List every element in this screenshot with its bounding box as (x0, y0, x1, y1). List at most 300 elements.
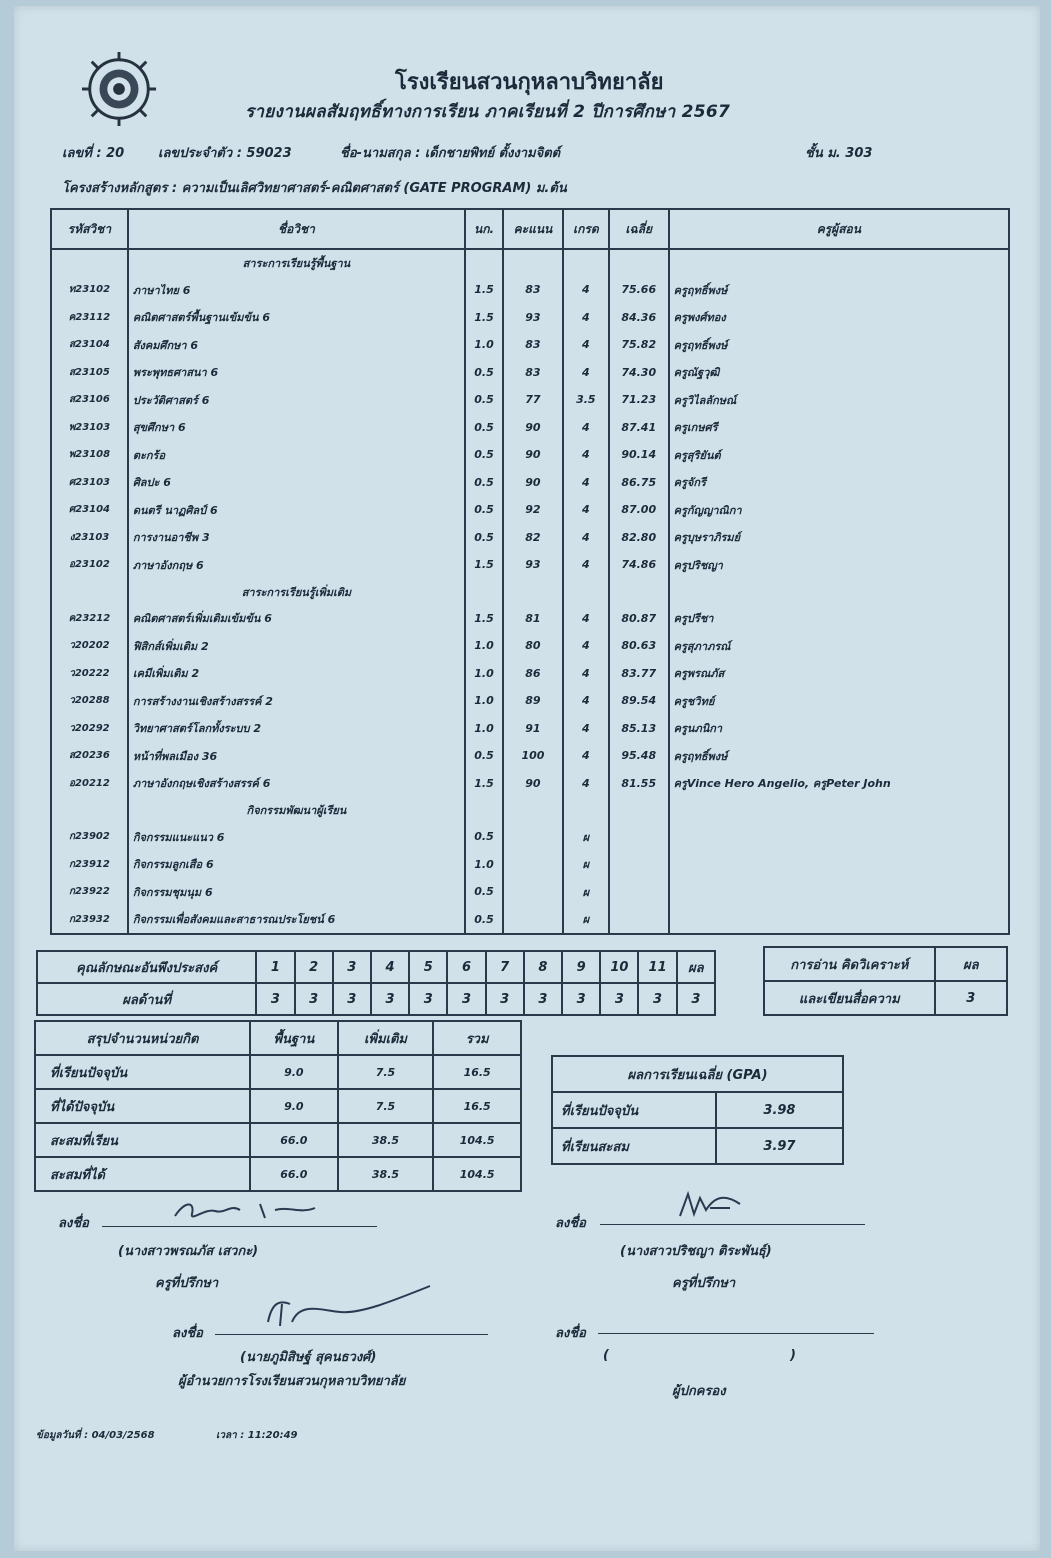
empty-cell (503, 797, 563, 823)
subject-credit: 0.5 (465, 441, 503, 469)
subject-name: หน้าที่พลเมือง 36 (128, 742, 465, 770)
subject-code: อ20212 (51, 770, 128, 798)
school-name: โรงเรียนสวนกุหลาบวิทยาลัย (395, 70, 664, 95)
subject-teacher (669, 906, 1009, 935)
subject-grade: 4 (563, 742, 609, 770)
subject-row (51, 742, 1009, 770)
subject-teacher (669, 851, 1009, 879)
attribute-result: 3 (600, 983, 638, 1015)
handwritten-signature-3 (260, 1282, 440, 1338)
subject-code: ก23902 (51, 823, 128, 851)
credits-basic: 9.0 (250, 1089, 338, 1123)
subject-grade: 4 (563, 331, 609, 359)
subject-code: ง23103 (51, 524, 128, 552)
subject-name: คณิตศาสตร์พื้นฐานเข้มข้น 6 (128, 304, 465, 332)
subject-score: 93 (503, 304, 563, 332)
subject-credit: 1.5 (465, 551, 503, 579)
subject-name: ภาษาอังกฤษเชิงสร้างสรรค์ 6 (128, 770, 465, 798)
subject-code: ก23932 (51, 906, 128, 935)
subject-avg: 81.55 (609, 770, 669, 798)
subject-avg: 87.00 (609, 496, 669, 524)
subject-name: วิทยาศาสตร์โลกทั้งระบบ 2 (128, 715, 465, 743)
subject-avg: 74.86 (609, 551, 669, 579)
subject-row (51, 878, 1009, 906)
subject-avg: 75.82 (609, 331, 669, 359)
signature-role-4: ผู้ปกครอง (672, 1384, 726, 1399)
credits-label: สะสมที่ได้ (35, 1157, 250, 1191)
subject-avg: 86.75 (609, 469, 669, 497)
subject-grade: ผ (563, 878, 609, 906)
reading-label-1: การอ่าน คิดวิเคราะห์ (764, 947, 935, 981)
signature-name-1: (นางสาวพรณภัส เสวกะ) (118, 1244, 259, 1259)
signature-label-4: ลงชื่อ (555, 1326, 586, 1341)
subject-code: ว20222 (51, 660, 128, 688)
subject-name: ประวัติศาสตร์ 6 (128, 386, 465, 414)
empty-cell (609, 797, 669, 823)
empty-cell (609, 579, 669, 605)
subject-score (503, 878, 563, 906)
credits-basic: 66.0 (250, 1123, 338, 1157)
subject-avg: 90.14 (609, 441, 669, 469)
subject-score: 91 (503, 715, 563, 743)
subject-credit: 0.5 (465, 742, 503, 770)
subject-score: 89 (503, 687, 563, 715)
empty-cell (669, 249, 1009, 276)
subject-row (51, 770, 1009, 798)
subject-row (51, 304, 1009, 332)
subject-score: 83 (503, 359, 563, 387)
subject-avg: 75.66 (609, 276, 669, 304)
subject-avg (609, 823, 669, 851)
subject-score: 90 (503, 441, 563, 469)
header-average: เฉลี่ย (609, 209, 669, 249)
subject-name: เคมีเพิ่มเติม 2 (128, 660, 465, 688)
subject-grade: 4 (563, 660, 609, 688)
subject-grade: ผ (563, 851, 609, 879)
subject-credit: 0.5 (465, 469, 503, 497)
subject-avg: 82.80 (609, 524, 669, 552)
subject-grade: 4 (563, 496, 609, 524)
subject-score: 90 (503, 469, 563, 497)
footer-time: เวลา : 11:20:49 (216, 1430, 298, 1441)
header-subject: ชื่อวิชา (128, 209, 465, 249)
empty-cell (503, 579, 563, 605)
subject-score: 81 (503, 605, 563, 633)
gpa-current-value: 3.98 (716, 1092, 843, 1128)
subject-grade: 4 (563, 469, 609, 497)
subject-teacher: ครูชวิทย์ (669, 687, 1009, 715)
subject-teacher: ครูเกษศรี (669, 414, 1009, 442)
attributes-result-label: ผลด้านที่ (37, 983, 256, 1015)
subject-row (51, 660, 1009, 688)
attribute-number: 11 (638, 951, 676, 983)
subject-teacher: ครูกัญญาณิกา (669, 496, 1009, 524)
report-title: รายงานผลสัมฤทธิ์ทางการเรียน ภาคเรียนที่ 2 ปีการศึกษา 2567 (245, 102, 731, 122)
attribute-number: 6 (447, 951, 485, 983)
subject-code: ส20236 (51, 742, 128, 770)
empty-cell (563, 797, 609, 823)
subject-teacher: ครูฤทธิ์พงษ์ (669, 276, 1009, 304)
subject-teacher: ครูฤทธิ์พงษ์ (669, 331, 1009, 359)
handwritten-signature-1 (170, 1196, 330, 1228)
subject-code: ว20288 (51, 687, 128, 715)
subject-code: ท23102 (51, 276, 128, 304)
subject-credit: 1.5 (465, 605, 503, 633)
subject-name: สังคมศึกษา 6 (128, 331, 465, 359)
empty-cell (503, 249, 563, 276)
subject-row (51, 276, 1009, 304)
header-teacher: ครูผู้สอน (669, 209, 1009, 249)
empty-cell (609, 249, 669, 276)
attributes-label: คุณลักษณะอันพึงประสงค์ (37, 951, 256, 983)
subject-name: ตะกร้อ (128, 441, 465, 469)
subject-teacher: ครูพงศ์ทอง (669, 304, 1009, 332)
subject-avg: 89.54 (609, 687, 669, 715)
subject-credit: 0.5 (465, 524, 503, 552)
subject-grade: 4 (563, 551, 609, 579)
credits-total: 16.5 (433, 1089, 521, 1123)
credits-header-total: รวม (433, 1021, 521, 1055)
subject-avg: 74.30 (609, 359, 669, 387)
subject-credit: 1.0 (465, 632, 503, 660)
credits-total: 104.5 (433, 1123, 521, 1157)
subject-credit: 0.5 (465, 906, 503, 935)
empty-cell (51, 249, 128, 276)
grades-table (50, 208, 1010, 935)
subject-teacher: ครูสุภาภรณ์ (669, 632, 1009, 660)
subject-score (503, 906, 563, 935)
attribute-number: 5 (409, 951, 447, 983)
subject-credit: 1.0 (465, 660, 503, 688)
subject-row (51, 551, 1009, 579)
subject-grade: 4 (563, 414, 609, 442)
subject-code: ก23912 (51, 851, 128, 879)
attribute-number: 7 (486, 951, 524, 983)
reading-head: ผล (935, 947, 1007, 981)
attribute-result: 3 (638, 983, 676, 1015)
signature-name-3: (นายภูมิสิษฐ์ สุคนธวงศ์) (240, 1350, 377, 1365)
credits-header-label: สรุปจำนวนหน่วยกิต (35, 1021, 250, 1055)
credits-extra: 38.5 (338, 1123, 434, 1157)
subject-credit: 1.5 (465, 770, 503, 798)
subject-grade: 4 (563, 770, 609, 798)
subject-score (503, 823, 563, 851)
subject-score: 80 (503, 632, 563, 660)
subject-row (51, 851, 1009, 879)
subject-code: พ23108 (51, 441, 128, 469)
subject-code: ก23922 (51, 878, 128, 906)
subject-avg: 95.48 (609, 742, 669, 770)
school-seal-icon (80, 50, 158, 128)
attribute-result: 3 (524, 983, 562, 1015)
subject-teacher: ครูจักรี (669, 469, 1009, 497)
attribute-result: 3 (486, 983, 524, 1015)
credits-basic: 66.0 (250, 1157, 338, 1191)
subject-name: ภาษาอังกฤษ 6 (128, 551, 465, 579)
attribute-number: 2 (295, 951, 333, 983)
empty-cell (563, 249, 609, 276)
subject-avg: 71.23 (609, 386, 669, 414)
subject-row (51, 469, 1009, 497)
subject-row (51, 414, 1009, 442)
empty-cell (465, 249, 503, 276)
gpa-cumulative-value: 3.97 (716, 1128, 843, 1164)
attribute-result: 3 (447, 983, 485, 1015)
subject-grade: 4 (563, 605, 609, 633)
subject-avg: 80.87 (609, 605, 669, 633)
subject-row (51, 524, 1009, 552)
header-score: คะแนน (503, 209, 563, 249)
subject-code: อ23102 (51, 551, 128, 579)
subject-name: การงานอาชีพ 3 (128, 524, 465, 552)
subject-grade: 4 (563, 715, 609, 743)
empty-cell (465, 797, 503, 823)
subject-avg: 87.41 (609, 414, 669, 442)
attribute-number: 3 (333, 951, 371, 983)
subject-name: คณิตศาสตร์เพิ่มเติมเข้มข้น 6 (128, 605, 465, 633)
grades-header-row (51, 209, 1009, 249)
subject-score: 90 (503, 414, 563, 442)
subject-teacher: ครูฤทธิ์พงษ์ (669, 742, 1009, 770)
subject-grade: 4 (563, 359, 609, 387)
subject-code: ศ23104 (51, 496, 128, 524)
attribute-result: 3 (562, 983, 600, 1015)
subject-avg: 83.77 (609, 660, 669, 688)
empty-cell (669, 579, 1009, 605)
attribute-number: 9 (562, 951, 600, 983)
subject-name: กิจกรรมชุมนุม 6 (128, 878, 465, 906)
student-name: ชื่อ-นามสกุล : เด็กชายพิทย์ ตั้งงามจิตต์ (340, 146, 561, 161)
subject-score: 83 (503, 276, 563, 304)
subject-code: ว20202 (51, 632, 128, 660)
subject-code: พ23103 (51, 414, 128, 442)
subject-code: ค23212 (51, 605, 128, 633)
subject-teacher: ครูVince Hero Angelio, ครูPeter John (669, 770, 1009, 798)
subject-score: 92 (503, 496, 563, 524)
credits-total: 104.5 (433, 1157, 521, 1191)
gpa-table (551, 1055, 844, 1165)
subject-name: การสร้างงานเชิงสร้างสรรค์ 2 (128, 687, 465, 715)
subject-grade: 4 (563, 524, 609, 552)
attribute-result: 3 (256, 983, 294, 1015)
subject-grade: 4 (563, 276, 609, 304)
credits-extra: 38.5 (338, 1157, 434, 1191)
subject-row (51, 632, 1009, 660)
credits-label: ที่เรียนปัจจุบัน (35, 1055, 250, 1089)
subject-row (51, 496, 1009, 524)
section-title: กิจกรรมพัฒนาผู้เรียน (128, 797, 465, 823)
subject-row (51, 441, 1009, 469)
attribute-number: 10 (600, 951, 638, 983)
section-row (51, 797, 1009, 823)
subject-row (51, 331, 1009, 359)
subject-score: 93 (503, 551, 563, 579)
subject-name: ภาษาไทย 6 (128, 276, 465, 304)
subject-credit: 1.5 (465, 276, 503, 304)
empty-cell (51, 797, 128, 823)
subject-teacher: ครูบุษราภิรมย์ (669, 524, 1009, 552)
subject-score: 83 (503, 331, 563, 359)
credits-extra: 7.5 (338, 1055, 434, 1089)
credits-row (35, 1055, 521, 1089)
subject-grade: 4 (563, 304, 609, 332)
subject-teacher: ครูวิไลลักษณ์ (669, 386, 1009, 414)
student-number: เลขที่ : 20 (62, 146, 125, 161)
subject-credit: 0.5 (465, 386, 503, 414)
empty-cell (669, 797, 1009, 823)
subject-grade: 4 (563, 687, 609, 715)
subject-name: กิจกรรมแนะแนว 6 (128, 823, 465, 851)
empty-cell (51, 579, 128, 605)
subject-row (51, 823, 1009, 851)
subject-grade: 3.5 (563, 386, 609, 414)
empty-cell (465, 579, 503, 605)
subject-credit: 1.0 (465, 331, 503, 359)
credits-basic: 9.0 (250, 1055, 338, 1089)
subject-avg (609, 851, 669, 879)
reading-value: 3 (935, 981, 1007, 1015)
subject-row (51, 359, 1009, 387)
subject-grade: 4 (563, 441, 609, 469)
student-id: เลขประจำตัว : 59023 (158, 146, 292, 161)
subject-teacher: ครูปริชญา (669, 551, 1009, 579)
subject-credit: 1.0 (465, 687, 503, 715)
attributes-result-row (37, 983, 715, 1015)
signature-role-3: ผู้อำนวยการโรงเรียนสวนกุหลาบวิทยาลัย (178, 1374, 406, 1389)
subject-grade: ผ (563, 906, 609, 935)
section-title: สาระการเรียนรู้พื้นฐาน (128, 249, 465, 276)
subject-credit: 1.0 (465, 715, 503, 743)
subject-score: 100 (503, 742, 563, 770)
subject-code: ส23105 (51, 359, 128, 387)
subject-score: 86 (503, 660, 563, 688)
signature-name-2: (นางสาวปริชญา ติระพันธุ์) (620, 1244, 772, 1259)
subject-credit: 0.5 (465, 496, 503, 524)
signature-line-4 (598, 1333, 874, 1334)
curriculum: โครงสร้างหลักสูตร : ความเป็นเลิศวิทยาศาสตร์-คณิตศาสตร์ (GATE PROGRAM) ม.ต้น (62, 181, 567, 196)
credits-extra: 7.5 (338, 1089, 434, 1123)
subject-grade: 4 (563, 632, 609, 660)
handwritten-signature-2 (670, 1186, 770, 1224)
footer-date: ข้อมูลวันที่ : 04/03/2568 (36, 1430, 155, 1441)
subject-name: ฟิสิกส์เพิ่มเติม 2 (128, 632, 465, 660)
subject-teacher: ครูณัฐวุฒิ (669, 359, 1009, 387)
attribute-result: 3 (677, 983, 715, 1015)
subject-teacher: ครูสุริยันต์ (669, 441, 1009, 469)
subject-teacher (669, 823, 1009, 851)
subject-credit: 1.5 (465, 304, 503, 332)
subject-row (51, 715, 1009, 743)
credits-label: สะสมที่เรียน (35, 1123, 250, 1157)
signature-label-2: ลงชื่อ (555, 1216, 586, 1231)
subject-avg: 80.63 (609, 632, 669, 660)
subject-code: ค23112 (51, 304, 128, 332)
subject-score (503, 851, 563, 879)
attribute-result: 3 (371, 983, 409, 1015)
credits-summary-table (34, 1020, 522, 1192)
subject-name: กิจกรรมเพื่อสังคมและสาธารณประโยชน์ 6 (128, 906, 465, 935)
section-title: สาระการเรียนรู้เพิ่มเติม (128, 579, 465, 605)
credits-row (35, 1089, 521, 1123)
subject-code: ว20292 (51, 715, 128, 743)
attribute-number: 8 (524, 951, 562, 983)
credits-row (35, 1123, 521, 1157)
subject-teacher (669, 878, 1009, 906)
subject-credit: 0.5 (465, 414, 503, 442)
subject-grade: ผ (563, 823, 609, 851)
empty-cell (563, 579, 609, 605)
subject-credit: 0.5 (465, 359, 503, 387)
attribute-result: 3 (333, 983, 371, 1015)
subject-credit: 0.5 (465, 823, 503, 851)
gpa-current-label: ที่เรียนปัจจุบัน (552, 1092, 716, 1128)
subject-avg: 84.36 (609, 304, 669, 332)
subject-row (51, 386, 1009, 414)
credits-total: 16.5 (433, 1055, 521, 1089)
header-credit: นก. (465, 209, 503, 249)
signature-name-4: ( ) (603, 1348, 796, 1363)
subject-score: 82 (503, 524, 563, 552)
signature-role-1: ครูที่ปรึกษา (155, 1276, 219, 1291)
credits-header-extra: เพิ่มเติม (338, 1021, 434, 1055)
subject-avg (609, 906, 669, 935)
attributes-table (36, 950, 716, 1016)
subject-code: ศ23103 (51, 469, 128, 497)
header-code: รหัสวิชา (51, 209, 128, 249)
credits-header-basic: พื้นฐาน (250, 1021, 338, 1055)
subject-teacher: ครูปรีชา (669, 605, 1009, 633)
subject-name: ดนตรี นาฏศิลป์ 6 (128, 496, 465, 524)
subject-row (51, 687, 1009, 715)
attributes-number-row (37, 951, 715, 983)
subject-score: 90 (503, 770, 563, 798)
reading-writing-table (763, 946, 1008, 1016)
signature-line-2 (600, 1224, 865, 1225)
subject-avg: 85.13 (609, 715, 669, 743)
subject-credit: 0.5 (465, 878, 503, 906)
student-class: ชั้น ม. 303 (805, 146, 873, 161)
subject-name: ศิลปะ 6 (128, 469, 465, 497)
credits-row (35, 1157, 521, 1191)
section-row (51, 249, 1009, 276)
subject-code: ส23104 (51, 331, 128, 359)
subject-credit: 1.0 (465, 851, 503, 879)
header-grade: เกรด (563, 209, 609, 249)
subject-teacher: ครูพรณภัส (669, 660, 1009, 688)
reading-label-2: และเขียนสื่อความ (764, 981, 935, 1015)
subject-avg (609, 878, 669, 906)
attribute-result: 3 (295, 983, 333, 1015)
subject-name: สุขศึกษา 6 (128, 414, 465, 442)
subject-name: กิจกรรมลูกเสือ 6 (128, 851, 465, 879)
subject-row (51, 605, 1009, 633)
attribute-number: ผล (677, 951, 715, 983)
attribute-number: 1 (256, 951, 294, 983)
attribute-result: 3 (409, 983, 447, 1015)
credits-label: ที่ได้ปัจจุบัน (35, 1089, 250, 1123)
gpa-cumulative-label: ที่เรียนสะสม (552, 1128, 716, 1164)
subject-score: 77 (503, 386, 563, 414)
subject-row (51, 906, 1009, 935)
subject-name: พระพุทธศาสนา 6 (128, 359, 465, 387)
section-row (51, 579, 1009, 605)
signature-label-3: ลงชื่อ (172, 1326, 203, 1341)
attribute-number: 4 (371, 951, 409, 983)
subject-teacher: ครูนภนิกา (669, 715, 1009, 743)
signature-label-1: ลงชื่อ (58, 1216, 89, 1231)
gpa-title: ผลการเรียนเฉลี่ย (GPA) (552, 1056, 843, 1092)
signature-role-2: ครูที่ปรึกษา (672, 1276, 736, 1291)
